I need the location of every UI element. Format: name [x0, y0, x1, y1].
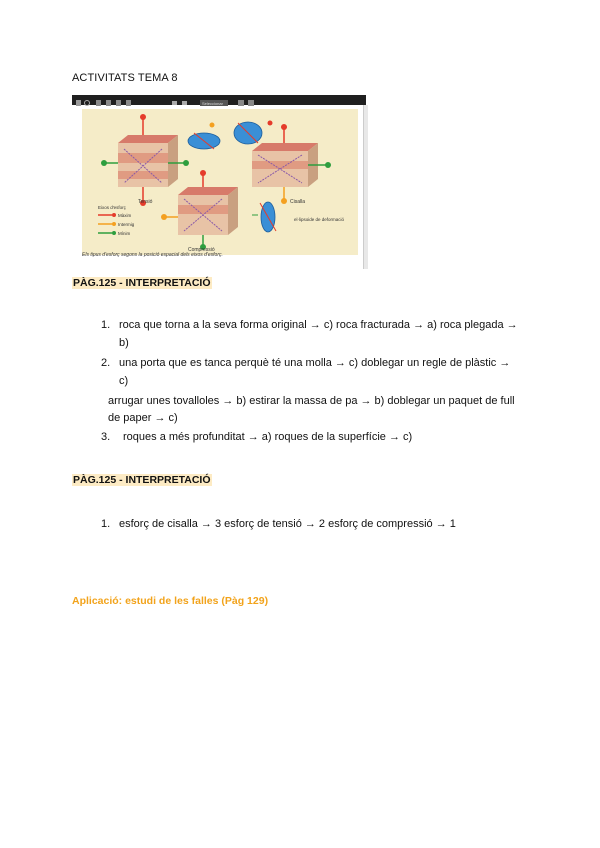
- list-number: 1.: [101, 518, 111, 530]
- list-item-text: roques a més profunditat → a) roques de la superfície → c): [123, 431, 413, 443]
- legend-min: Mínim: [118, 231, 131, 236]
- stress-diagram: [72, 105, 362, 255]
- ellipsoid-label: el·lipsoide de deformació: [294, 217, 345, 222]
- list-item-text: una porta que es tanca perquè té una molla → c) doblegar un regle de plàstic →: [119, 357, 511, 369]
- application-heading: Aplicació: estudi de les falles (Pàg 129): [72, 595, 269, 607]
- mid-axis-marker: [210, 123, 215, 128]
- list-extra-continuation: de paper → c): [108, 412, 178, 424]
- figure-toolbar: [72, 95, 366, 105]
- list-number: 1.: [101, 319, 111, 331]
- shear-label: Cisalla: [290, 199, 306, 205]
- list-item-text: esforç de cisalla → 3 esforç de tensió → 2 esforç de compressió → 1: [119, 518, 456, 530]
- legend-mid: Intermig: [118, 222, 135, 227]
- legend-max: Màxim: [118, 213, 132, 218]
- legend-title: Eixos d'esforç: [98, 205, 126, 210]
- list-item-continuation: b): [119, 337, 129, 349]
- list-item-text: roca que torna a la seva forma original → c) roca fracturada → a) roca plegada →: [119, 319, 518, 331]
- list-item-continuation: c): [119, 375, 129, 387]
- legend-marker-min: [112, 231, 116, 235]
- figure-caption: Els tipus d'esforç segons la posició espacial dels eixos d'esforç.: [82, 252, 223, 258]
- compression-label: Compressió: [188, 247, 215, 253]
- list-number: 2.: [101, 357, 111, 369]
- tension-label: Tensió: [138, 199, 153, 205]
- page-title: ACTIVITATS TEMA 8: [72, 72, 178, 84]
- section-heading: PÀG.125 - INTERPRETACIÓ: [73, 277, 211, 289]
- max-axis-marker: [268, 121, 273, 126]
- legend-marker-max: [112, 213, 116, 217]
- section-heading: PÀG.125 - INTERPRETACIÓ: [73, 474, 211, 486]
- stress-diagram-figure: [72, 95, 368, 269]
- list-number: 3.: [101, 431, 111, 443]
- figure-scrollbar: [363, 105, 368, 269]
- legend-marker-mid: [112, 222, 116, 226]
- toolbar-dropdown-label: Seleccionar: [202, 101, 223, 106]
- list-extra-text: arrugar unes tovalloles → b) estirar la massa de pa → b) doblegar un paquet de full: [108, 395, 515, 407]
